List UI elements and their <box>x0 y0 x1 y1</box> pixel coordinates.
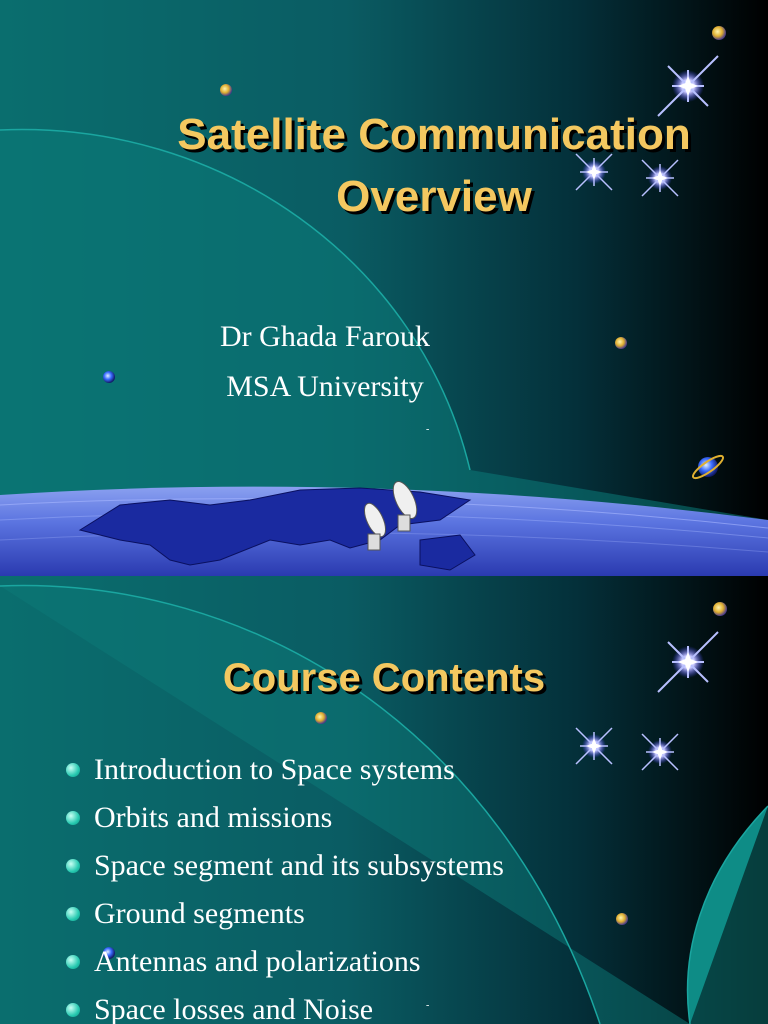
section-heading: Course Contents <box>222 656 546 700</box>
list-item <box>66 746 504 794</box>
list-item <box>66 842 504 890</box>
list-item-text: Orbits and missions <box>94 801 333 834</box>
planet-icon <box>690 453 725 482</box>
page-title <box>100 104 768 228</box>
bullet-icon <box>66 955 80 969</box>
bullet-icon <box>66 1003 80 1017</box>
institution-name: MSA University <box>226 370 424 403</box>
list-item-text: Introduction to Space systems <box>94 753 455 786</box>
contents-slide <box>0 576 768 1024</box>
list-item <box>66 986 504 1024</box>
bullet-icon <box>66 859 80 873</box>
list-item <box>66 794 504 842</box>
sparkle-star-icon <box>642 734 678 770</box>
yellow-dot-star-icon <box>616 913 628 925</box>
list-item-text: Space losses and Noise <box>94 993 374 1024</box>
bullet-icon <box>66 763 80 777</box>
list-item <box>66 938 504 986</box>
title-line-2: Overview <box>336 172 532 221</box>
yellow-dot-star-icon <box>315 712 327 724</box>
list-item-text: Space segment and its subsystems <box>94 849 504 882</box>
footnote-mark: - <box>426 1000 430 1011</box>
yellow-dot-star-icon <box>615 337 627 349</box>
yellow-dot-star-icon <box>712 26 726 40</box>
author-name: Dr Ghada Farouk <box>220 320 430 353</box>
list-item-text: Ground segments <box>94 897 305 930</box>
yellow-dot-star-icon <box>713 602 727 616</box>
blue-dot-star-icon <box>103 371 115 383</box>
bullet-icon <box>66 907 80 921</box>
sparkle-star-icon <box>576 728 612 764</box>
list-item <box>66 890 504 938</box>
bullet-icon <box>66 811 80 825</box>
title-line-1: Satellite Communication <box>177 110 691 159</box>
contents-list <box>66 746 504 1024</box>
list-item-text: Antennas and polarizations <box>94 945 421 978</box>
yellow-dot-star-icon <box>220 84 232 96</box>
footnote-mark: - <box>426 424 430 435</box>
